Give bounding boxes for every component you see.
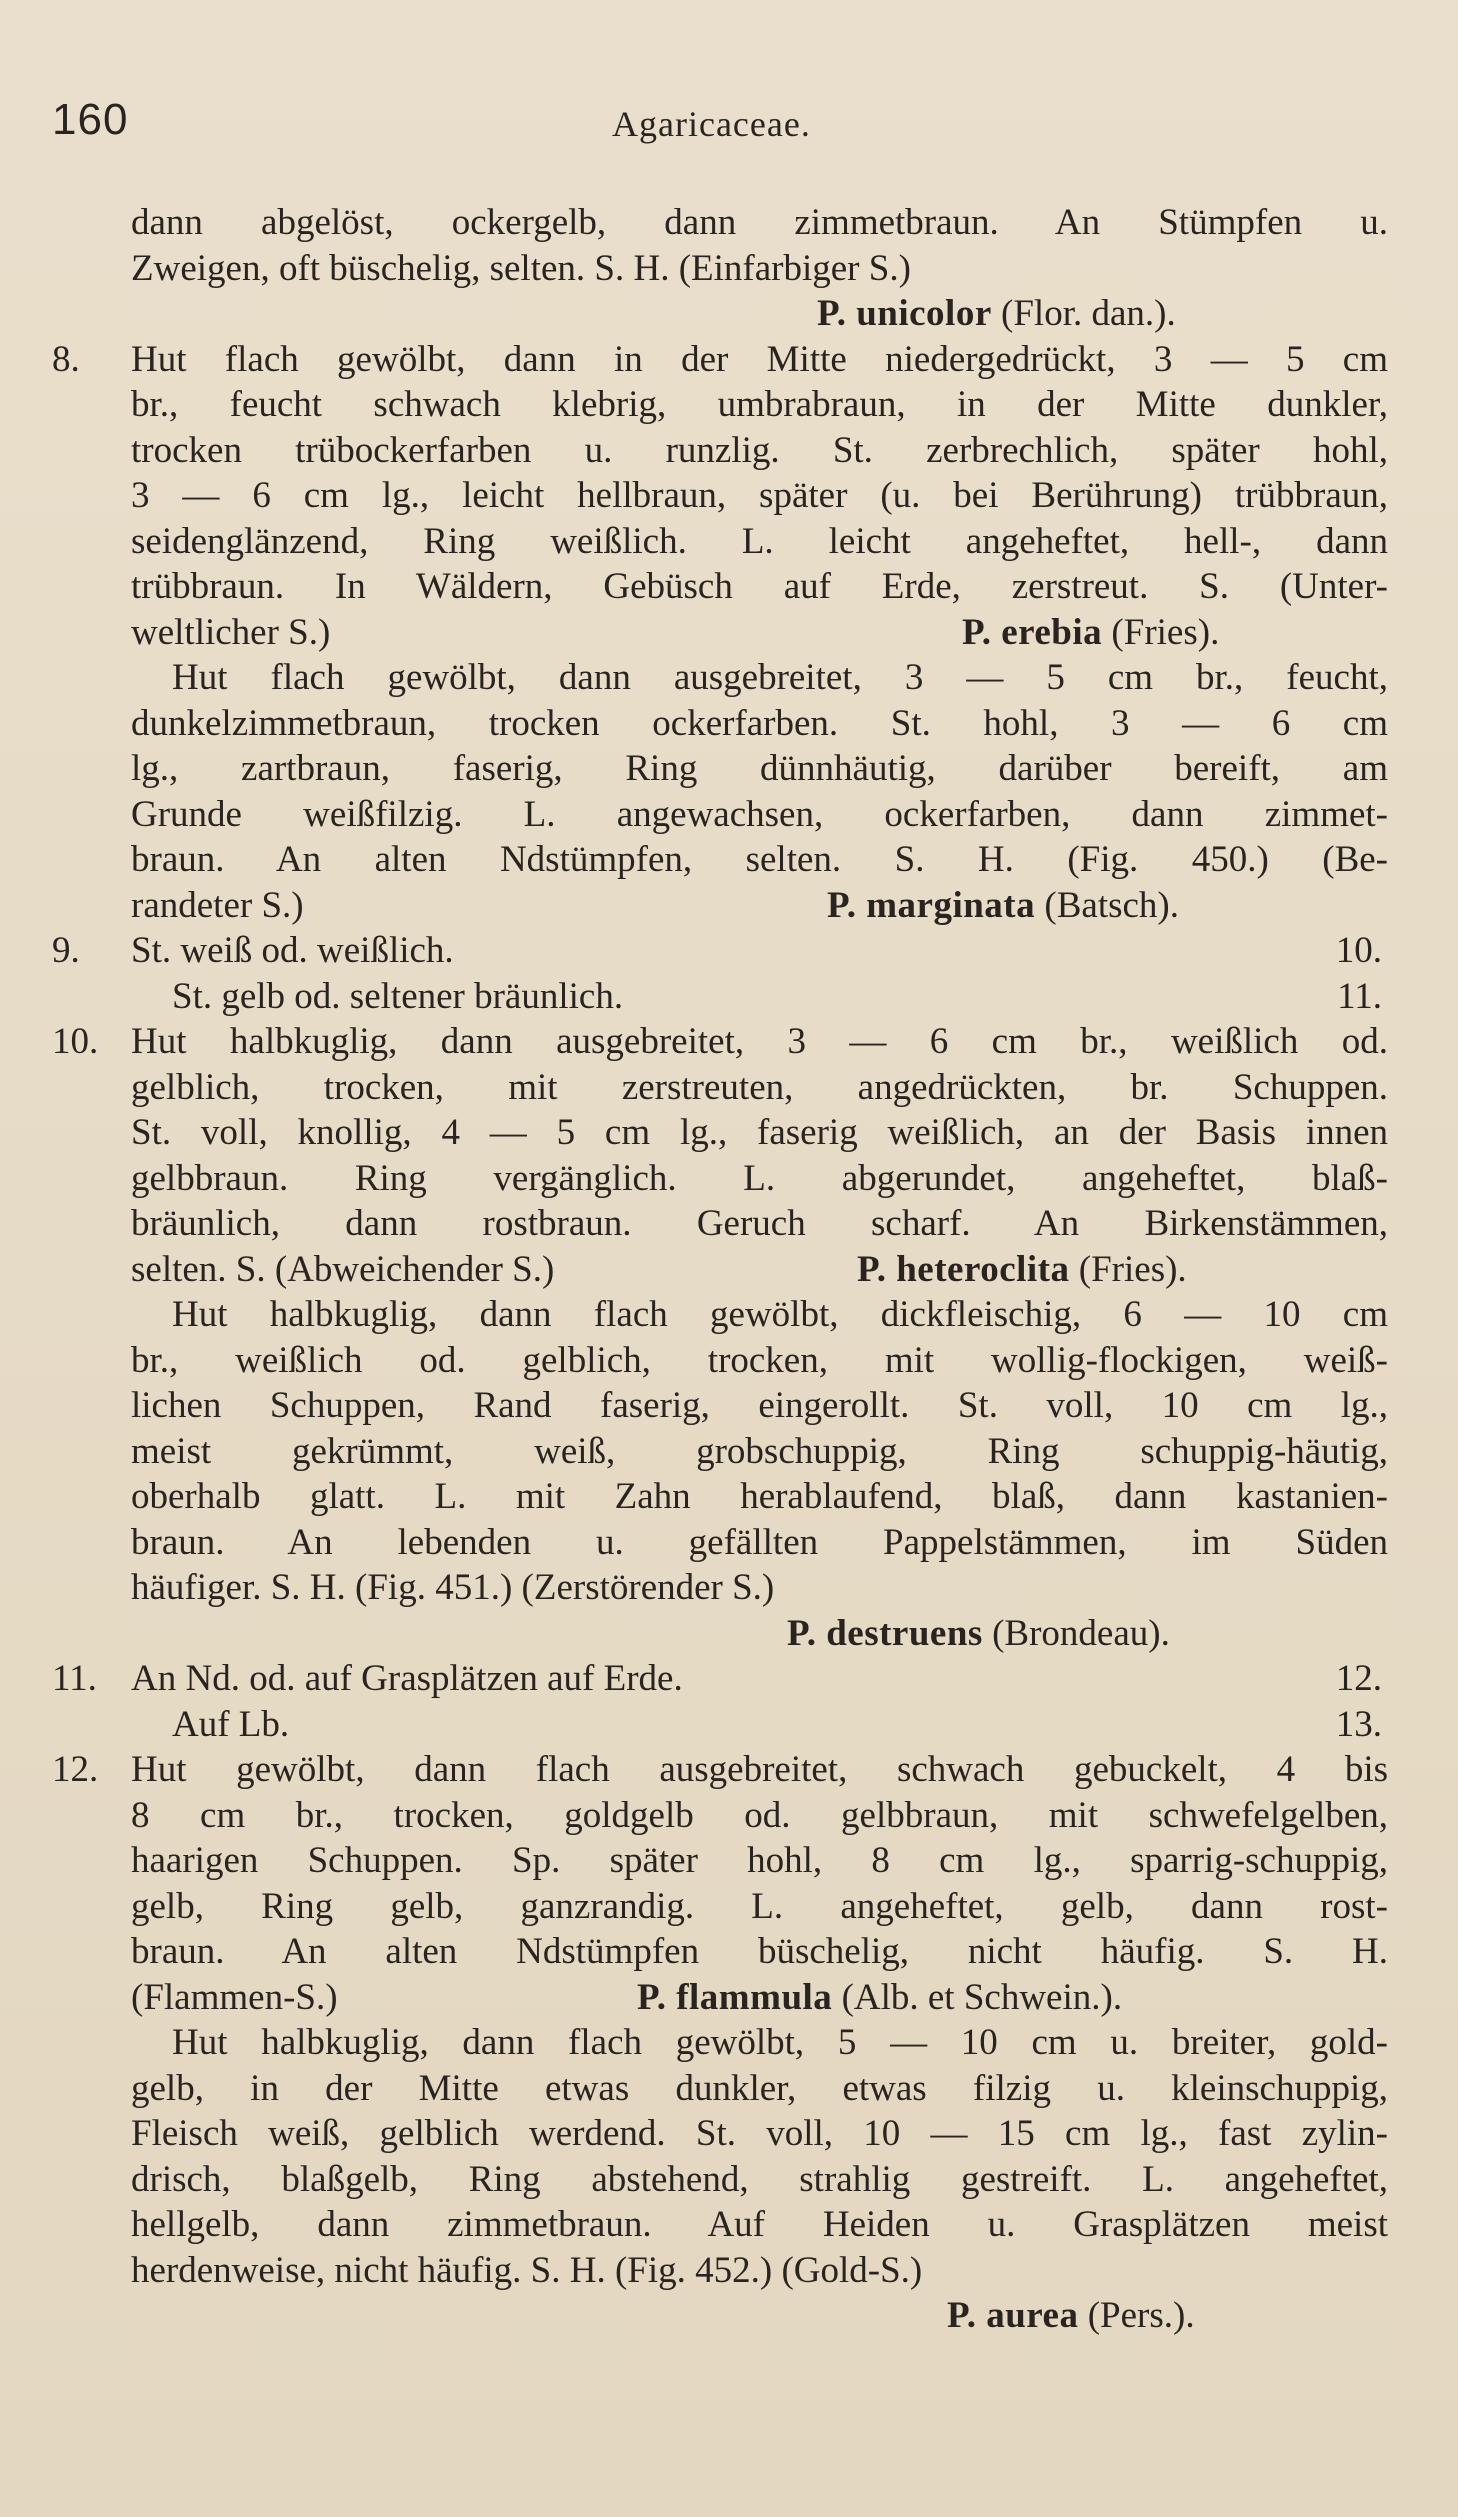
species-entry [947,2293,1195,2339]
line-text: Hut halbkuglig, dann flach gewölbt, 5 — 10 cm u. breiter, gold- [172,2022,1388,2063]
line-text: gelbbraun. Ring vergänglich. L. abgerundet, angeheftet, blaß- [131,1157,1388,1199]
species-name: P. flammula [637,1976,833,2018]
line-text: dann abgelöst, ockergelb, dann zimmetbraun. An Stümpfen u. [131,202,1388,243]
line-text: St. voll, knollig, 4 — 5 cm lg., faserig weißlich, an der Basis innen [131,1112,1388,1153]
text-line [52,519,1392,565]
line-text: br., feucht schwach klebrig, umbrabraun, in der Mitte dunkler, [131,384,1388,425]
key-number: 8. [52,338,80,380]
text-line [52,2111,1392,2157]
line-text: seidenglänzend, Ring weißlich. L. leicht angeheftet, hell-, dann [131,520,1388,562]
line-text: lichen Schuppen, Rand faserig, eingerollt. St. voll, 10 cm lg., [131,1385,1388,1426]
species-author: (Flor. dan.). [991,293,1176,334]
text-line [52,1929,1392,1975]
text-line [52,1474,1392,1520]
text-line [52,564,1392,610]
line-text: hellgelb, dann zimmetbraun. Auf Heiden u. Grasplätzen meist [131,2204,1388,2245]
line-text: bräunlich, dann rostbraun. Geruch scharf. An Birkenstämmen, [131,1203,1388,1244]
line-text: An Nd. od. auf Grasplätzen auf Erde. [131,1658,683,1699]
text-line [52,2157,1392,2203]
line-text: 8 cm br., trocken, goldgelb od. gelbbraun, mit schwefelgelben, [131,1794,1388,1836]
text-line [52,200,1392,246]
text-line [52,2293,1392,2339]
text-line [52,1338,1392,1384]
line-text: braun. An alten Ndstümpfen, selten. S. H. (Fig. 450.) (Be- [131,839,1388,880]
species-author: (Batsch). [1035,884,1179,926]
line-text: Grunde weißfilzig. L. angewachsen, ockerfarben, dann zimmet- [131,793,1388,835]
key-reference: 11. [1337,975,1382,1017]
text-line [52,1383,1392,1429]
text-line [52,655,1392,701]
species-name: P. unicolor [817,293,992,334]
text-line [52,837,1392,883]
text-line [52,928,1392,974]
text-line [52,473,1392,519]
text-line [52,1565,1392,1611]
key-text-body [52,200,1392,2339]
text-line [52,1065,1392,1111]
species-entry [787,1611,1170,1657]
text-line [52,2248,1392,2294]
text-line [52,428,1392,474]
species-author: (Alb. et Schwein.). [832,1976,1123,2018]
line-text: gelb, in der Mitte etwas dunkler, etwas filzig u. kleinschuppig, [131,2067,1388,2109]
species-name: P. erebia [962,611,1103,653]
text-line [52,746,1392,792]
text-line [52,2202,1392,2248]
key-number: 11. [52,1658,97,1699]
line-text: haarigen Schuppen. Sp. später hohl, 8 cm lg., sparrig-schuppig, [131,1840,1388,1881]
line-text: meist gekrümmt, weiß, grobschuppig, Ring schuppig-häutig, [131,1430,1388,1472]
text-line [52,1975,1392,2021]
page-number: 160 [52,95,129,144]
text-line [52,246,1392,292]
species-author: (Fries). [1069,1248,1187,1290]
text-line [52,1793,1392,1839]
text-line [52,974,1392,1020]
line-text: häufiger. S. H. (Fig. 451.) (Zerstörender S.) [131,1567,775,1608]
line-text: lg., zartbraun, faserig, Ring dünnhäutig, darüber bereift, am [131,748,1388,789]
line-text: (Flammen-S.) [131,1976,338,2018]
text-line [52,701,1392,747]
text-line [52,382,1392,428]
line-text: Hut halbkuglig, dann ausgebreitet, 3 — 6 cm br., weißlich od. [131,1021,1388,1062]
text-line [52,1201,1392,1247]
text-line [52,1019,1392,1065]
line-text: Auf Lb. [172,1703,290,1745]
line-text: braun. An lebenden u. gefällten Pappelstämmen, im Süden [131,1521,1388,1563]
running-title: Agaricaceae. [612,104,811,144]
text-line [52,1656,1392,1702]
species-name: P. destruens [787,1612,983,1654]
line-text: Hut flach gewölbt, dann ausgebreitet, 3 — 5 cm br., feucht, [172,657,1388,698]
species-name: P. heteroclita [857,1248,1070,1290]
species-author: (Fries). [1102,611,1220,653]
text-line [52,1247,1392,1293]
text-line [52,1110,1392,1156]
species-entry [962,610,1219,656]
line-text: randeter S.) [131,884,304,926]
key-reference: 12. [1335,1658,1382,1699]
line-text: trocken trübockerfarben u. runzlig. St. zerbrechlich, später hohl, [131,429,1388,471]
text-line [52,1156,1392,1202]
line-text: gelblich, trocken, mit zerstreuten, angedrückten, br. Schuppen. [131,1066,1388,1108]
text-line [52,2066,1392,2112]
line-text: Zweigen, oft büschelig, selten. S. H. (Einfarbiger S.) [131,247,911,289]
line-text: St. weiß od. weißlich. [131,930,454,971]
text-line [52,2020,1392,2066]
text-line [52,1838,1392,1884]
line-text: weltlicher S.) [131,611,331,653]
line-text: Hut halbkuglig, dann flach gewölbt, dickfleischig, 6 — 10 cm [172,1294,1388,1335]
text-line [52,792,1392,838]
species-entry [827,883,1179,929]
species-author: (Pers.). [1078,2295,1195,2336]
line-text: trübbraun. In Wäldern, Gebüsch auf Erde, zerstreut. S. (Unter- [131,566,1388,607]
key-reference: 10. [1335,930,1382,971]
text-line [52,883,1392,929]
text-line [52,610,1392,656]
text-line [52,1292,1392,1338]
line-text: oberhalb glatt. L. mit Zahn herablaufend, blaß, dann kastanien- [131,1476,1388,1517]
text-line [52,1747,1392,1793]
line-text: gelb, Ring gelb, ganzrandig. L. angeheftet, gelb, dann rost- [131,1885,1388,1927]
line-text: Hut gewölbt, dann flach ausgebreitet, schwach gebuckelt, 4 bis [131,1749,1388,1790]
line-text: selten. S. (Abweichender S.) [131,1248,555,1290]
text-line [52,1611,1392,1657]
page-header [52,95,1398,155]
line-text: St. gelb od. seltener bräunlich. [172,975,624,1017]
text-line [52,1429,1392,1475]
line-text: herdenweise, nicht häufig. S. H. (Fig. 452.) (Gold-S.) [131,2249,923,2291]
key-number: 9. [52,930,80,971]
species-name: P. aurea [947,2295,1079,2336]
text-line [52,1702,1392,1748]
species-author: (Brondeau). [982,1612,1170,1654]
line-text: Fleisch weiß, gelblich werdend. St. voll, 10 — 15 cm lg., fast zylin- [131,2113,1388,2154]
line-text: Hut flach gewölbt, dann in der Mitte niedergedrückt, 3 — 5 cm [131,338,1388,380]
species-entry [817,291,1176,337]
line-text: 3 — 6 cm lg., leicht hellbraun, später (u. bei Berührung) trübbraun, [131,475,1388,516]
line-text: braun. An alten Ndstümpfen büschelig, nicht häufig. S. H. [131,1931,1388,1972]
key-number: 12. [52,1749,99,1790]
text-line [52,1884,1392,1930]
text-line [52,1520,1392,1566]
text-line [52,337,1392,383]
species-name: P. marginata [827,884,1036,926]
line-text: dunkelzimmetbraun, trocken ockerfarben. St. hohl, 3 — 6 cm [131,702,1388,744]
species-entry [637,1975,1122,2021]
species-entry [857,1247,1187,1293]
key-number: 10. [52,1021,99,1062]
text-line [52,291,1392,337]
line-text: drisch, blaßgelb, Ring abstehend, strahlig gestreift. L. angeheftet, [131,2158,1388,2200]
key-reference: 13. [1335,1703,1382,1745]
line-text: br., weißlich od. gelblich, trocken, mit wollig-flockigen, weiß- [131,1339,1388,1381]
